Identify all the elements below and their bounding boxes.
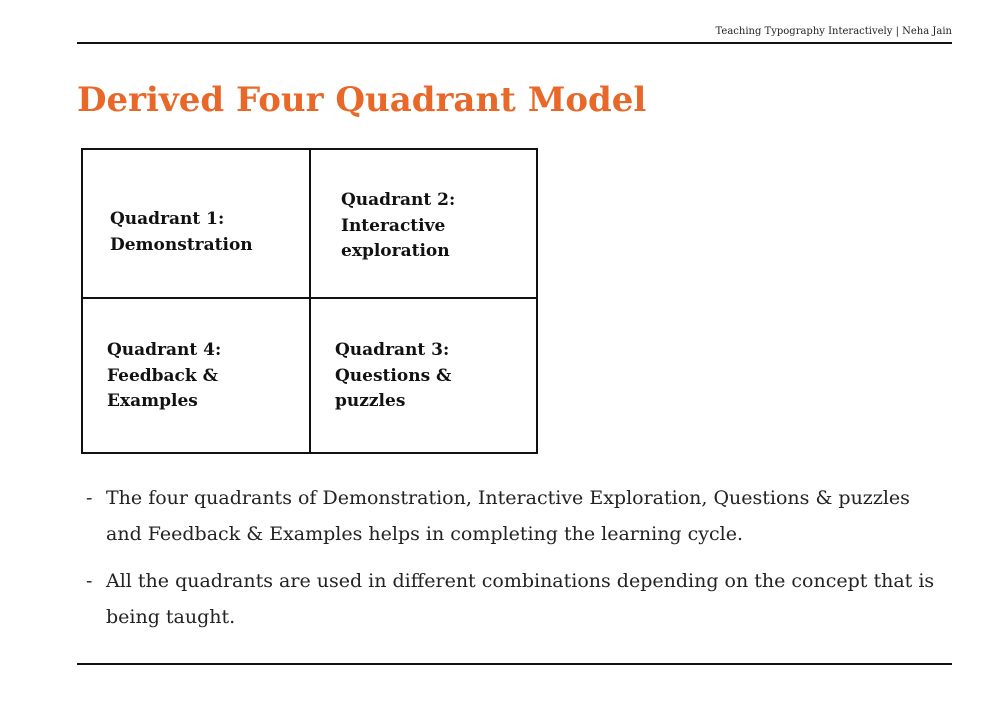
grid-horizontal-divider (83, 297, 536, 299)
page-title: Derived Four Quadrant Model (77, 80, 647, 120)
bullet-text: All the quadrants are used in different combinations depending on the concept that is being taught. (106, 570, 935, 628)
quadrant-3-label: Quadrant 3: Questions & puzzles (335, 340, 452, 411)
bullet-marker: - (86, 487, 93, 509)
top-divider (77, 42, 952, 44)
quadrant-2-label: Quadrant 2: Interactive exploration (341, 190, 456, 261)
quadrant-grid (81, 148, 538, 454)
quadrant-4-label: Quadrant 4: Feedback & Examples (107, 340, 222, 411)
bottom-divider (77, 663, 952, 665)
bullet-item (86, 480, 936, 552)
grid-vertical-divider (309, 150, 311, 452)
bullet-marker: - (86, 570, 93, 592)
bullet-item (86, 563, 936, 635)
quadrant-1-label: Quadrant 1: Demonstration (110, 209, 253, 255)
bullet-text: The four quadrants of Demonstration, Interactive Exploration, Questions & puzzles and Feedback & Examples helps in completing the learning cycle. (106, 487, 910, 545)
running-header: Teaching Typography Interactively | Neha Jain (715, 26, 952, 37)
